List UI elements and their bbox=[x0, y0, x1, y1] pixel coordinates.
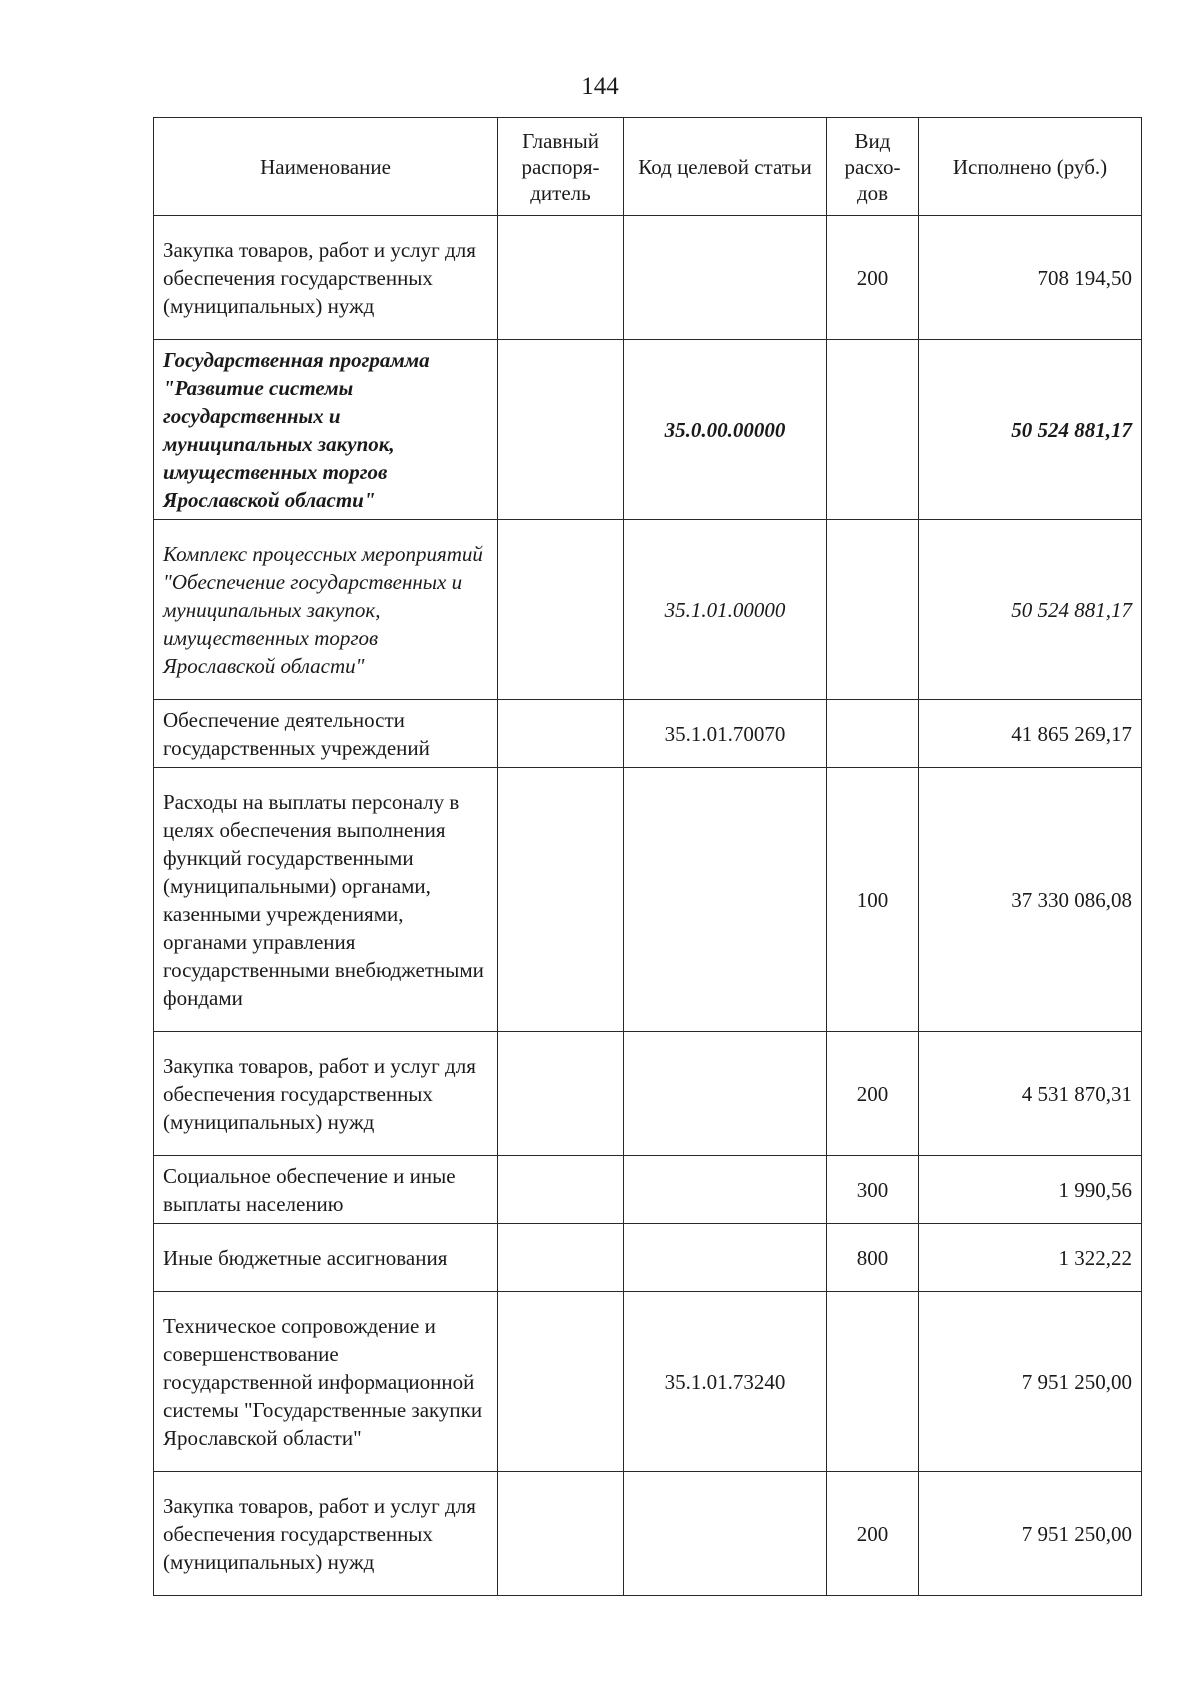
page-number: 144 bbox=[581, 73, 619, 100]
row-manager bbox=[498, 216, 624, 340]
row-name: Иные бюджетные ассигнования bbox=[154, 1224, 498, 1292]
table-row bbox=[154, 1292, 1142, 1472]
row-kind bbox=[827, 1292, 919, 1472]
table-row bbox=[154, 1156, 1142, 1224]
row-amount: 4 531 870,31 bbox=[919, 1032, 1142, 1156]
row-name: Государственная программа "Развитие системы государственных и муниципальных закупок, имущественных торгов Ярославской области" bbox=[154, 340, 498, 520]
row-kind: 200 bbox=[827, 1032, 919, 1156]
row-kind bbox=[827, 520, 919, 700]
row-kind bbox=[827, 700, 919, 768]
row-code bbox=[624, 768, 827, 1032]
header-code: Код целевой статьи bbox=[624, 118, 827, 216]
row-amount: 7 951 250,00 bbox=[919, 1472, 1142, 1596]
row-name: Обеспечение деятельности государственных учреждений bbox=[154, 700, 498, 768]
row-kind: 800 bbox=[827, 1224, 919, 1292]
row-name: Закупка товаров, работ и услуг для обеспечения государственных (муниципальных) нужд bbox=[154, 1032, 498, 1156]
header-name: Наименование bbox=[154, 118, 498, 216]
row-code: 35.1.01.70070 bbox=[624, 700, 827, 768]
row-name: Техническое сопровождение и совершенствование государственной информационной системы "Государственные закупки Ярославской области" bbox=[154, 1292, 498, 1472]
row-manager bbox=[498, 1224, 624, 1292]
table-row bbox=[154, 1472, 1142, 1596]
header-amount: Исполнено (руб.) bbox=[919, 118, 1142, 216]
header-kind: Вид расхо-дов bbox=[827, 118, 919, 216]
row-manager bbox=[498, 520, 624, 700]
row-manager bbox=[498, 768, 624, 1032]
row-manager bbox=[498, 1156, 624, 1224]
row-kind: 200 bbox=[827, 1472, 919, 1596]
row-name: Закупка товаров, работ и услуг для обеспечения государственных (муниципальных) нужд bbox=[154, 216, 498, 340]
row-code bbox=[624, 1472, 827, 1596]
row-code: 35.1.01.73240 bbox=[624, 1292, 827, 1472]
row-amount: 37 330 086,08 bbox=[919, 768, 1142, 1032]
row-kind bbox=[827, 340, 919, 520]
row-amount: 1 990,56 bbox=[919, 1156, 1142, 1224]
row-code: 35.0.00.00000 bbox=[624, 340, 827, 520]
table-header-row bbox=[154, 118, 1142, 216]
table-row-subprogram bbox=[154, 520, 1142, 700]
row-amount: 50 524 881,17 bbox=[919, 340, 1142, 520]
row-amount: 1 322,22 bbox=[919, 1224, 1142, 1292]
table-row bbox=[154, 768, 1142, 1032]
row-manager bbox=[498, 1032, 624, 1156]
table-row bbox=[154, 700, 1142, 768]
table-row bbox=[154, 1224, 1142, 1292]
row-kind: 200 bbox=[827, 216, 919, 340]
table-row bbox=[154, 1032, 1142, 1156]
table-row-program bbox=[154, 340, 1142, 520]
row-manager bbox=[498, 700, 624, 768]
row-code bbox=[624, 216, 827, 340]
row-name: Закупка товаров, работ и услуг для обеспечения государственных (муниципальных) нужд bbox=[154, 1472, 498, 1596]
row-code bbox=[624, 1156, 827, 1224]
row-manager bbox=[498, 340, 624, 520]
row-kind: 300 bbox=[827, 1156, 919, 1224]
row-name: Комплекс процессных мероприятий "Обеспечение государственных и муниципальных закупок, имущественных торгов Ярославской области" bbox=[154, 520, 498, 700]
budget-execution-table bbox=[153, 117, 1142, 1596]
row-amount: 708 194,50 bbox=[919, 216, 1142, 340]
row-manager bbox=[498, 1292, 624, 1472]
row-amount: 41 865 269,17 bbox=[919, 700, 1142, 768]
row-code: 35.1.01.00000 bbox=[624, 520, 827, 700]
row-code bbox=[624, 1224, 827, 1292]
table-row bbox=[154, 216, 1142, 340]
header-manager: Главный распоря-дитель bbox=[498, 118, 624, 216]
row-amount: 7 951 250,00 bbox=[919, 1292, 1142, 1472]
row-manager bbox=[498, 1472, 624, 1596]
row-amount: 50 524 881,17 bbox=[919, 520, 1142, 700]
row-code bbox=[624, 1032, 827, 1156]
row-name: Расходы на выплаты персоналу в целях обеспечения выполнения функций государственными (муниципальными) органами, казенными учреждениями, органами управления государственными внебюджетными фондами bbox=[154, 768, 498, 1032]
row-kind: 100 bbox=[827, 768, 919, 1032]
row-name: Социальное обеспечение и иные выплаты населению bbox=[154, 1156, 498, 1224]
